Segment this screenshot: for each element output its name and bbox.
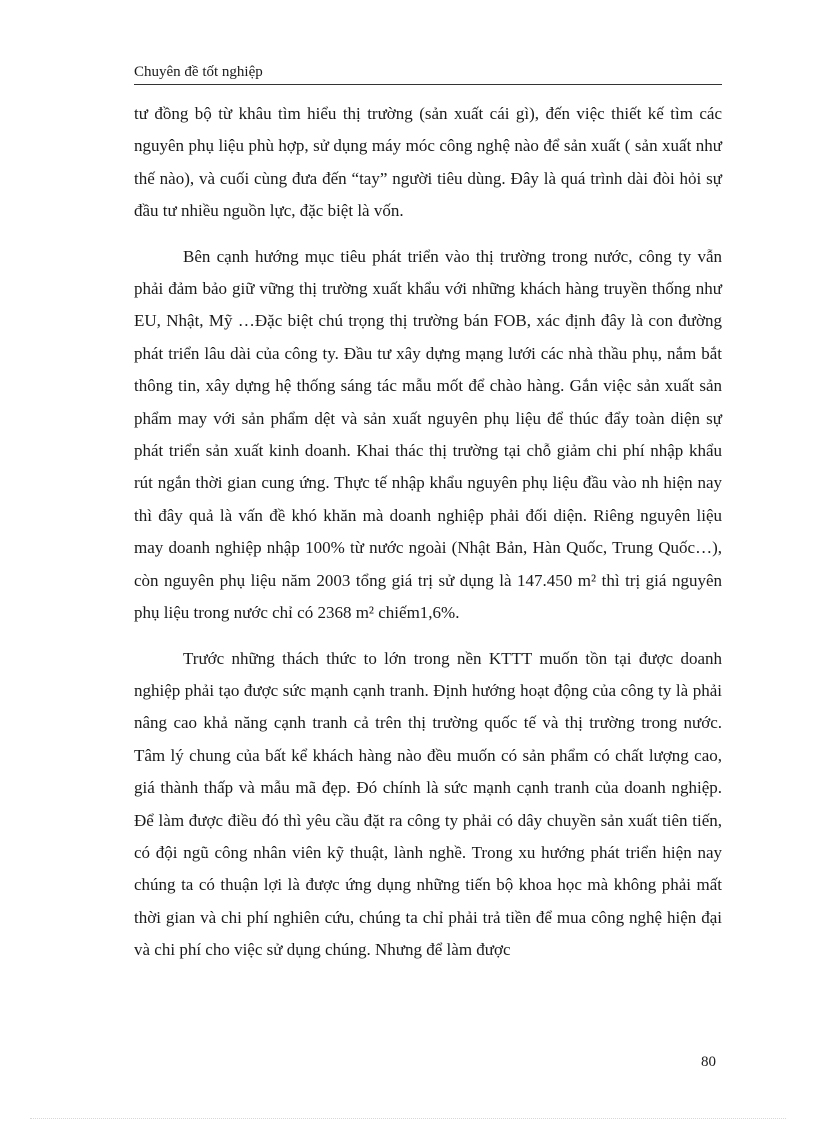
paragraph-2: Bên cạnh hướng mục tiêu phát triển vào thị trường trong nước, công ty vẫn phải đảm bảo giữ vững thị trường xuất khẩu với những khách hàng truyền thống như EU, Nhật, Mỹ …Đặc biệt chú trọng thị trường bán FOB, xác định đây là con đường phát triển lâu dài của công ty. Đầu tư xây dựng mạng lưới các nhà thầu phụ, nắm bắt thông tin, xây dựng hệ thống sáng tác mẫu mốt để chào hàng. Gắn việc sản xuất sản phẩm may với sản phẩm dệt và sản xuất nguyên phụ liệu để thúc đẩy toàn diện sự phát triển sản xuất kinh doanh. Khai thác thị trường tại chỗ giảm chi phí nhập khẩu rút ngắn thời gian cung ứng. Thực tế nhập khẩu nguyên phụ liệu đầu vào nh hiện nay thì đây quả là vấn đề khó khăn mà doanh nghiệp phải đối diện. Riêng nguyên liệu may doanh nghiệp nhập 100% từ nước ngoài (Nhật Bản, Hàn Quốc, Trung Quốc…), còn nguyên phụ liệu năm 2003 tổng giá trị sử dụng là 147.450 m² thì trị giá nguyên phụ liệu trong nước chỉ có 2368 m² chiếm1,6%. <box>134 246 722 623</box>
page-header <box>134 64 722 85</box>
page-body <box>134 98 722 967</box>
page-bottom-border <box>30 1118 786 1119</box>
header-title: Chuyên đề tốt nghiệp <box>134 64 263 80</box>
page-number: 80 <box>701 1054 716 1070</box>
paragraph-1: tư đồng bộ từ khâu tìm hiểu thị trường (sản xuất cái gì), đến việc thiết kế tìm các nguyên phụ liệu phù hợp, sử dụng máy móc công nghệ nào để sản xuất ( sản xuất như thế nào), và cuối cùng đưa đến “tay” người tiêu dùng. Đây là quá trình dài đòi hỏi sự đầu tư nhiều nguồn lực, đặc biệt là vốn. <box>134 104 722 221</box>
paragraph-3: Trước những thách thức to lớn trong nền KTTT muốn tồn tại được doanh nghiệp phải tạo được sức mạnh cạnh tranh. Định hướng hoạt động của công ty là phải nâng cao khả năng cạnh tranh cả trên thị trường quốc tế và thị trường trong nước. Tâm lý chung của bất kể khách hàng nào đều muốn có sản phẩm có chất lượng cao, giá thành thấp và mẫu mã đẹp. Đó chính là sức mạnh cạnh tranh của doanh nghiệp. Để làm được điều đó thì yêu cầu đặt ra công ty phải có dây chuyền sản xuất tiên tiến, có đội ngũ công nhân viên kỹ thuật, lành nghề. Trong xu hướng phát triển hiện nay chúng ta có thuận lợi là được ứng dụng những tiến bộ khoa học mà không phải mất thời gian và chi phí nghiên cứu, chúng ta chỉ phải trả tiền để mua công nghệ hiện đại và chi phí cho việc sử dụng chúng. Nhưng để làm được <box>134 648 722 960</box>
